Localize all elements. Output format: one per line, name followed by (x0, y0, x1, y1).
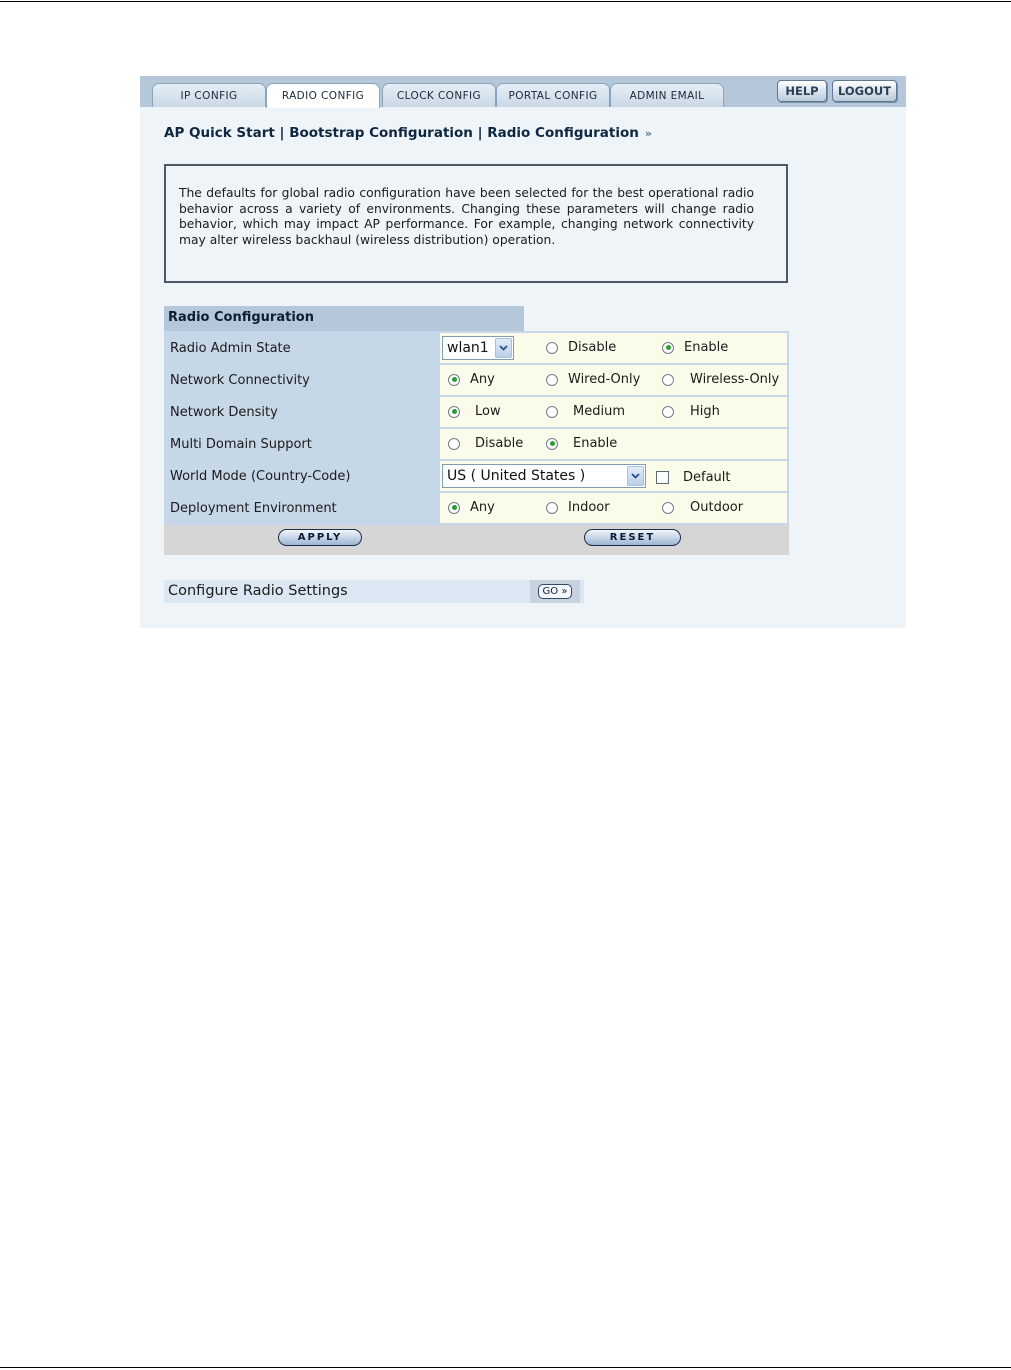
radio-config-header: Radio Configuration (164, 306, 524, 332)
option-indoor[interactable] (546, 500, 610, 515)
radio-button[interactable] (546, 374, 558, 386)
row-value (439, 460, 788, 492)
table-row (165, 332, 788, 364)
select-value: wlan1 (447, 340, 489, 356)
tab-portal-config[interactable]: PORTAL CONFIG (496, 83, 610, 107)
radio-button[interactable] (662, 406, 674, 418)
table-row (165, 460, 788, 492)
radio-button[interactable] (448, 406, 460, 418)
breadcrumb-separator: | (274, 125, 290, 141)
option-label: Disable (568, 340, 617, 355)
radio-button[interactable] (662, 342, 674, 354)
option-disable[interactable] (546, 340, 616, 355)
option-label: Outdoor (690, 500, 744, 515)
reset-button[interactable]: RESET (584, 529, 681, 546)
row-label: World Mode (Country-Code) (165, 460, 439, 492)
breadcrumb-radio-configuration: Radio Configuration (487, 125, 639, 141)
table-row (165, 364, 788, 396)
radio-button[interactable] (546, 502, 558, 514)
table-row (165, 492, 788, 524)
option-label: Any (470, 500, 495, 515)
radio-config-table (164, 331, 789, 525)
row-label: Deployment Environment (165, 492, 439, 524)
select-value: US ( United States ) (447, 468, 586, 484)
option-any[interactable] (448, 372, 495, 387)
option-outdoor[interactable] (662, 500, 743, 515)
top-page-rule (0, 1, 1011, 2)
radio-button[interactable] (448, 438, 460, 450)
row-value (439, 364, 788, 396)
default-checkbox-option[interactable] (656, 470, 731, 485)
info-box (164, 164, 788, 283)
go-button[interactable] (530, 580, 580, 603)
row-label: Network Connectivity (165, 364, 439, 396)
configure-radio-settings-row (164, 580, 584, 603)
radio-button[interactable] (546, 342, 558, 354)
checkbox-label: Default (683, 470, 731, 485)
apply-button[interactable]: APPLY (278, 529, 362, 546)
radio-button[interactable] (448, 502, 460, 514)
radio-button[interactable] (662, 374, 674, 386)
breadcrumb (164, 125, 652, 141)
option-enable[interactable] (662, 340, 728, 355)
double-chevron-icon: » (644, 127, 652, 140)
option-label: Low (475, 404, 501, 419)
chevron-down-icon[interactable] (627, 466, 644, 486)
radio-button[interactable] (546, 438, 558, 450)
radio-button[interactable] (546, 406, 558, 418)
row-label: Radio Admin State (165, 332, 439, 364)
option-label: Enable (684, 340, 729, 355)
radio-button[interactable] (448, 374, 460, 386)
table-row (165, 396, 788, 428)
option-label: Any (470, 372, 495, 387)
option-wired-only[interactable] (546, 372, 640, 387)
tab-bar (140, 76, 906, 107)
option-high[interactable] (662, 404, 720, 419)
row-label: Multi Domain Support (165, 428, 439, 460)
action-bar (164, 525, 789, 555)
option-label: Medium (573, 404, 625, 419)
option-label: Wired-Only (568, 372, 641, 387)
configure-radio-settings-label: Configure Radio Settings (168, 583, 348, 599)
radio-button[interactable] (662, 502, 674, 514)
option-label: Enable (573, 436, 618, 451)
tab-radio-config[interactable]: RADIO CONFIG (266, 83, 380, 108)
option-label: High (690, 404, 720, 419)
row-value (439, 396, 788, 428)
breadcrumb-bootstrap-configuration[interactable]: Bootstrap Configuration (289, 125, 473, 141)
tab-ip-config[interactable]: IP CONFIG (152, 83, 266, 107)
tab-admin-email[interactable]: ADMIN EMAIL (610, 83, 724, 107)
info-text: The defaults for global radio configuration have been selected for the best operational radio behavior across a variety of environments. Changing these parameters will change radio behavior, which may impact AP performance. For example, changing network connectivity may alter wireless backhaul (wireless distribution) operation. (179, 186, 754, 247)
option-low[interactable] (448, 404, 501, 419)
option-medium[interactable] (546, 404, 625, 419)
go-button-label: GO » (538, 584, 573, 599)
row-value (439, 492, 788, 524)
row-value (439, 332, 788, 364)
radio-interface-select[interactable] (442, 336, 514, 360)
option-disable[interactable] (448, 436, 523, 451)
main-panel (140, 76, 906, 628)
default-checkbox[interactable] (656, 471, 669, 484)
breadcrumb-separator: | (472, 125, 488, 141)
row-value (439, 428, 788, 460)
option-label: Indoor (568, 500, 610, 515)
help-button[interactable]: HELP (777, 80, 827, 102)
option-any[interactable] (448, 500, 495, 515)
chevron-down-icon[interactable] (495, 338, 512, 358)
row-label: Network Density (165, 396, 439, 428)
option-label: Disable (475, 436, 524, 451)
option-label: Wireless-Only (690, 372, 780, 387)
tab-clock-config[interactable]: CLOCK CONFIG (382, 83, 496, 107)
table-row (165, 428, 788, 460)
bottom-page-rule (0, 1367, 1011, 1368)
country-code-select[interactable] (442, 464, 646, 488)
breadcrumb-ap-quick-start[interactable]: AP Quick Start (164, 125, 275, 141)
option-wireless-only[interactable] (662, 372, 779, 387)
option-enable[interactable] (546, 436, 617, 451)
logout-button[interactable]: LOGOUT (832, 80, 897, 102)
